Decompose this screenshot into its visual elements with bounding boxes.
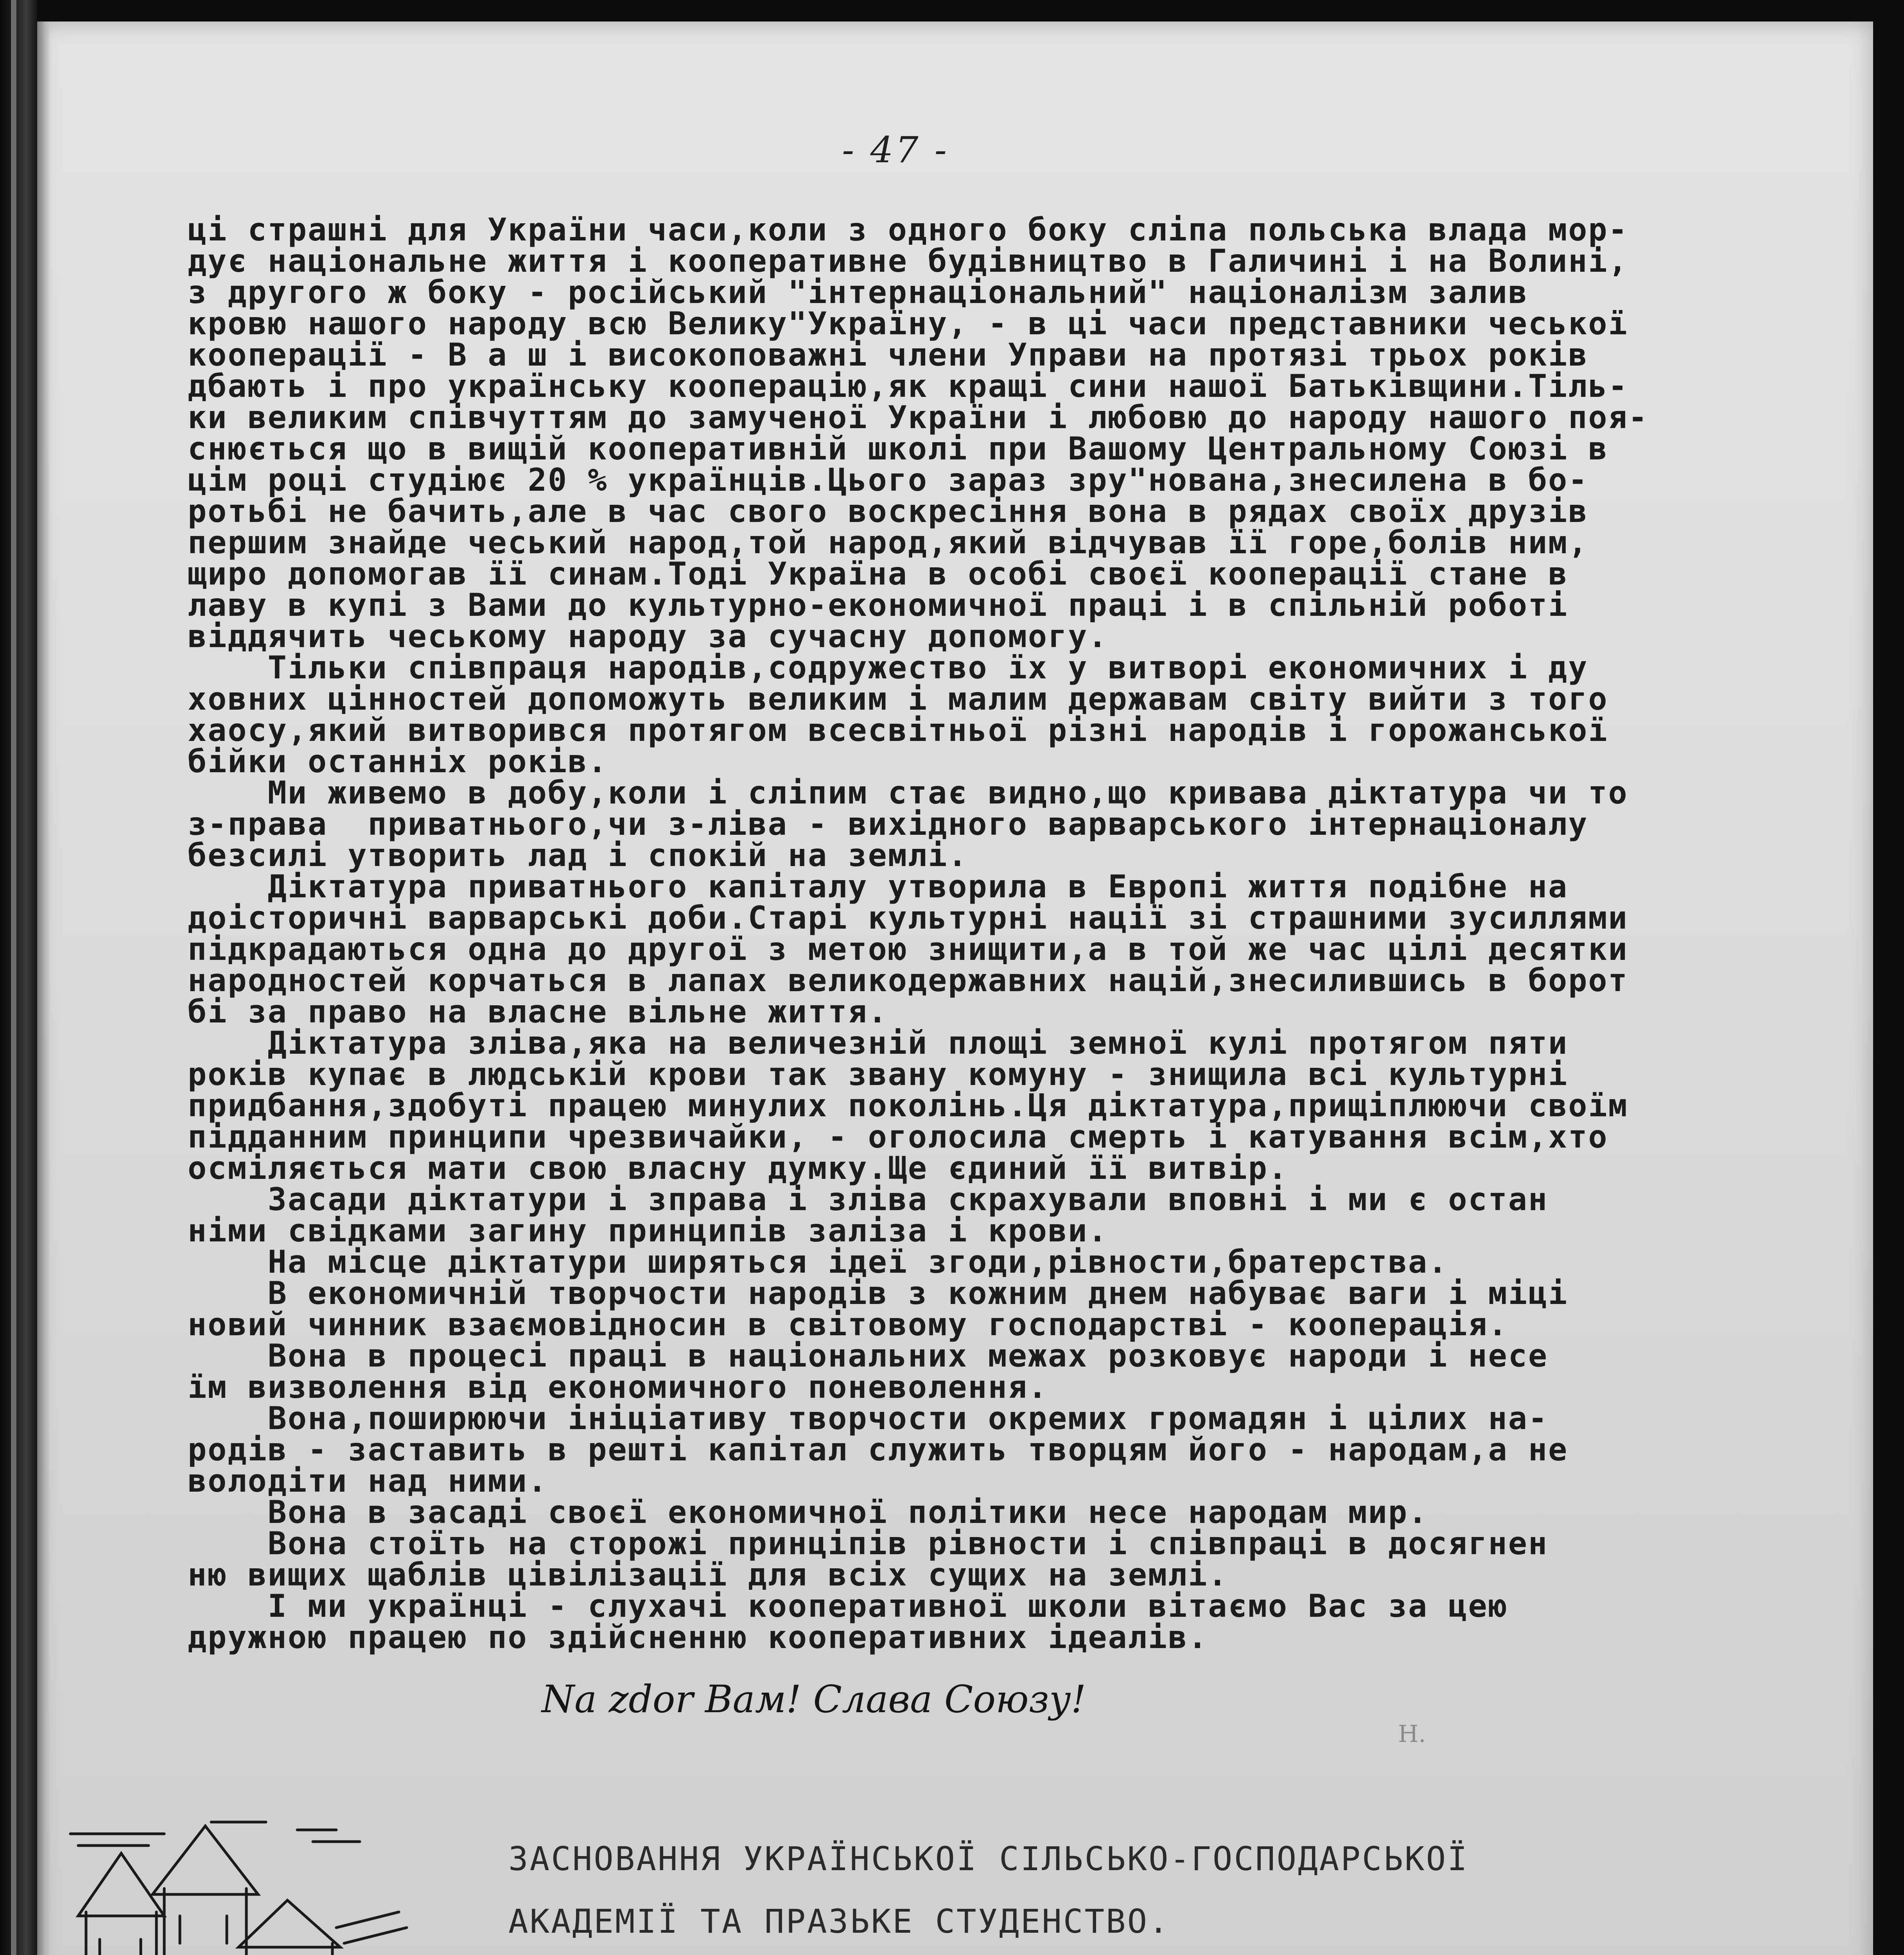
castle-drop-cap-illustration <box>63 1810 415 1955</box>
main-text-line: Вона в процесі праці в національних межах розковує народи і несе <box>188 1338 1549 1374</box>
page-number: - 47 - <box>842 129 949 171</box>
book-spine-edge <box>0 0 37 1955</box>
main-text-line: безсилі утворить лад і спокій на землі. <box>188 837 968 873</box>
main-text-line: кооперації - В а ш і високоповажні члени Управи на протязі трьох років <box>188 337 1588 373</box>
main-text-line: Ми живемо в добу,коли і сліпим стає видно,що кривава діктатура чи то <box>188 775 1628 811</box>
main-text-line: ховних цінностей допоможуть великим і малим державам світу вийти з того <box>188 681 1608 717</box>
main-text-line: новий чинник взаємовідносин в світовому господарстві - кооперація. <box>188 1306 1508 1343</box>
main-text-line: Вона стоїть на сторожі принціпів рівности і співпраці в досягнен <box>188 1525 1549 1562</box>
main-text-line: підданним принципи чрезвичайки, - оголосила смерть і катування всім,хто <box>188 1119 1608 1155</box>
article-heading-line-1: ЗАСНОВАННЯ УКРАЇНСЬКОЇ СІЛЬСЬКО-ГОСПОДАРСЬКОЇ <box>508 1840 1469 1878</box>
main-text-line: віддячить чеському народу за сучасну допомогу. <box>188 618 1108 655</box>
main-text-line: родів - заставить в решті капітал служить творцям його - народам,а не <box>188 1431 1568 1468</box>
main-text-line: дбають і про українську кооперацію,як кращі сини нашої Батьківщини.Тіль- <box>188 368 1628 404</box>
main-text-line: снюється що в вищій кооперативній школі при Вашому Центральному Союзі в <box>188 430 1608 467</box>
article-heading-line-2: АКАДЕМІЇ ТА ПРАЗЬКЕ СТУДЕНСТВО. <box>508 1902 1170 1941</box>
main-text-line: німи свідками загину принципів заліза і крови. <box>188 1212 1108 1249</box>
main-text-line: лаву в купі з Вами до культурно-економичної праці і в спільній роботі <box>188 587 1568 623</box>
main-text-line: володіти над ними. <box>188 1463 548 1499</box>
main-text-line: Вона,поширюючи ініціативу творчости окремих громадян і цілих на- <box>188 1400 1549 1437</box>
main-text-line: кровю нашого народу всю Велику"Україну, - в ці часи представники чеської <box>188 305 1628 342</box>
main-text-line: хаосу,який витворився протягом всесвітньої різні народів і горожанської <box>188 712 1608 748</box>
handwritten-signature-line: Na zdor Вам! Слава Союзу! <box>542 1677 1086 1721</box>
main-text-line: осміляється мати свою власну думку.Ще єдиний її витвір. <box>188 1150 1288 1186</box>
main-text-line: На місце діктатури ширяться ідеї згоди,рівности,братерства. <box>188 1244 1448 1280</box>
main-text-line: І ми українці - слухачі кооперативної школи вітаємо Вас за цею <box>188 1588 1508 1624</box>
main-text-line: з-права приватнього,чи з-ліва - вихідного варварського інтернаціоналу <box>188 806 1588 842</box>
page-fold-shadow <box>37 22 50 1955</box>
main-text-line: бійки останніх років. <box>188 743 608 780</box>
main-text-line: доісторичні варварські доби.Старі культурні нації зі страшними зусиллями <box>188 900 1628 936</box>
main-text-line: Вона в засаді своєї економичної політики несе народам мир. <box>188 1494 1428 1530</box>
main-text-line: їм визволення від економичного поневолення. <box>188 1369 1048 1405</box>
main-text-line: щиро допомогав її синам.Тоді Україна в особі своєї кооперації стане в <box>188 556 1568 592</box>
main-text-line: народностей корчаться в лапах великодержавних націй,знесилившись в борот <box>188 962 1628 999</box>
main-text-line: придбання,здобуті працею минулих поколінь.Ця діктатура,прищіплюючи своїм <box>188 1087 1628 1124</box>
main-text-line: першим знайде чеський народ,той народ,який відчував її горе,болів ним, <box>188 524 1588 561</box>
main-text-line: дружною працею по здійсненню кооперативних ідеалів. <box>188 1619 1208 1655</box>
main-text-line: років купає в людській крови так звану комуну - знищила всі культурні <box>188 1056 1568 1092</box>
main-text-line: ротьбі не бачить,але в час свого воскресіння вона в рядах своїх друзів <box>188 493 1588 529</box>
main-text-line: ки великим співчуттям до замученої України і любовю до народу нашого поя- <box>188 399 1648 436</box>
main-text-line: дує національне життя і кооперативне будівництво в Галичині і на Волині, <box>188 243 1628 279</box>
main-text-line: цім році студіює 20 % українців.Цього зараз зру"нована,знесилена в бо- <box>188 462 1588 498</box>
main-letter-text <box>188 214 1744 1653</box>
main-text-line: ню вищих щаблів цівілізації для всіх сущих на землі. <box>188 1557 1228 1593</box>
main-text-line: з другого ж боку - російський "інтернаціональний" націоналізм залив <box>188 274 1528 310</box>
main-text-line: Тільки співпраця народів,содружество їх у витворі економичних і ду <box>188 649 1588 686</box>
main-text-line: підкрадаються одна до другої з метою знищити,а в той же час цілі десятки <box>188 931 1628 967</box>
main-text-line: В економичній творчости народів з кожним днем набуває ваги і міці <box>188 1275 1568 1311</box>
main-text-line: бі за право на власне вільне життя. <box>188 994 888 1030</box>
main-text-line: Діктатура приватнього капіталу утворила в Европі життя подібне на <box>188 868 1568 905</box>
author-initial: Н. <box>1398 1720 1426 1748</box>
adjacent-page-edge <box>11 0 16 1955</box>
main-text-line: Засади діктатури і зправа і зліва скрахували вповні і ми є остан <box>188 1181 1549 1218</box>
main-text-line: ці страшні для України часи,коли з одного боку сліпа польська влада мор- <box>188 212 1628 248</box>
main-text-line: Діктатура зліва,яка на величезній площі земної кулі протягом пяти <box>188 1025 1568 1061</box>
